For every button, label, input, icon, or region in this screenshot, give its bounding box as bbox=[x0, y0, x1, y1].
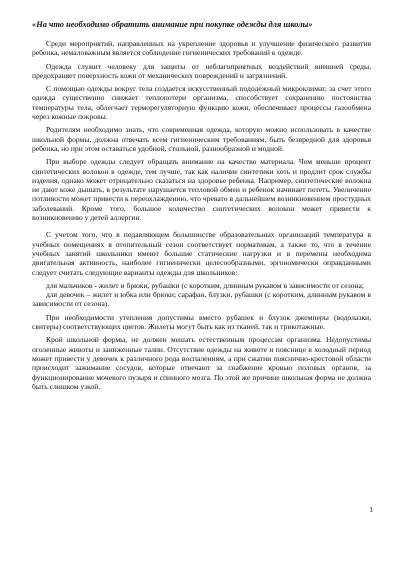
paragraph-protection: Одежда служит человеку для защиты от неблагоприятных воздействий внешней среды, предохраняет поверхность кожи от механических повреждений и загрязнений. bbox=[32, 61, 371, 80]
list-item-girls: для девочек – жилет и юбка или брюки; сарафан, блузки, рубашки (с коротким, длинным рукавом в зависимости от сезона). bbox=[32, 290, 371, 309]
list-item-boys: для мальчиков - жилет и брюки, рубашки (с коротким, длинным рукавом в зависимости от сезона; bbox=[46, 280, 365, 290]
paragraph-temperature: С учетом того, что в подавляющем большинстве образовательных организаций температура в учебных помещениях в отопительный сезон соответствует нормативам, а также то, что в течение учебных занятий школьники имеют большие статические нагрузки и в перемены необходима двигательная активность, наиболее гигиенически целесообразными, эргономически оправданными следует считать следующие варианты одежды для школьников: bbox=[32, 230, 371, 277]
paragraph-microclimate: С помощью одежды вокруг тела создается искусственный пододе́жный микроклимат, за счет этого одежда существенно снижает теплопотери организма, способствует сохранению постоянства температуры тела, облегчает терморегуляторную функцию кожи, обеспечивает процессы газообмена через кожные покровы. bbox=[32, 84, 371, 122]
paragraph-intro: Среди мероприятий, направленных на укрепление здоровья и улучшение физического развития ребенка, немаловажным является соблюдение гигиенических требований к одежде. bbox=[32, 39, 371, 58]
paragraph-warming: При необходимости утепления допустимы вместо рубашек и блузок джемперы (водолазки, свитеры) соответствующих цветов. Жилеты могут быть как из тканей, так и трикотажные. bbox=[32, 312, 371, 332]
paragraph-cut: Крой школьной формы, не должен мешать естественным процессам организма. Недопустимы оголенные животы и заниженные талии. Отсутствие одежды на животе и пояснице в холодный период может привести у девочек к различного рода воспалениям, а при сжатии пояснично-крестовой области происходит зажимание сосудов, которые отвечают за снабжение кровью половых органов, за функционирование мочевого пузыря и спинного мозга. По этой же причине школьная форма не должна быть слишком узкой. bbox=[32, 335, 371, 391]
document-title: «На что необходимо обратить внимание при покупке одежды для школы» bbox=[32, 20, 313, 29]
paragraph-parents: Родителям необходимо знать, что современная одежда, которую можно использовать в качестве школьной формы, должна отвечать всем гигиеническим требованиям, быть безвредной для здоровья ребенка, но при этом оставаться удобной, стильной, разнообразной и модной. bbox=[32, 125, 371, 153]
page-number: 1 bbox=[369, 505, 373, 514]
paragraph-material: При выборе одежды следует обращать внимание на качество материала. Чем меньше процент синтетических волокон в одежде, тем лучше, так как наличие синтетики хоть и продлит срок службы изделия, однако может отрицательно сказаться на здоровье ребенка. Например, синтетические волокна не дают коже дышать, в результате нарушается тепловой обмен и ребенок начинает потеть. Увеличение потливости может привести к переохлаждению, что чревато в дальнейшем возникновением простудных заболеваний. Кроме того, большое количество синтетических волокон может привести к возникновению у детей аллергии. bbox=[32, 157, 371, 223]
